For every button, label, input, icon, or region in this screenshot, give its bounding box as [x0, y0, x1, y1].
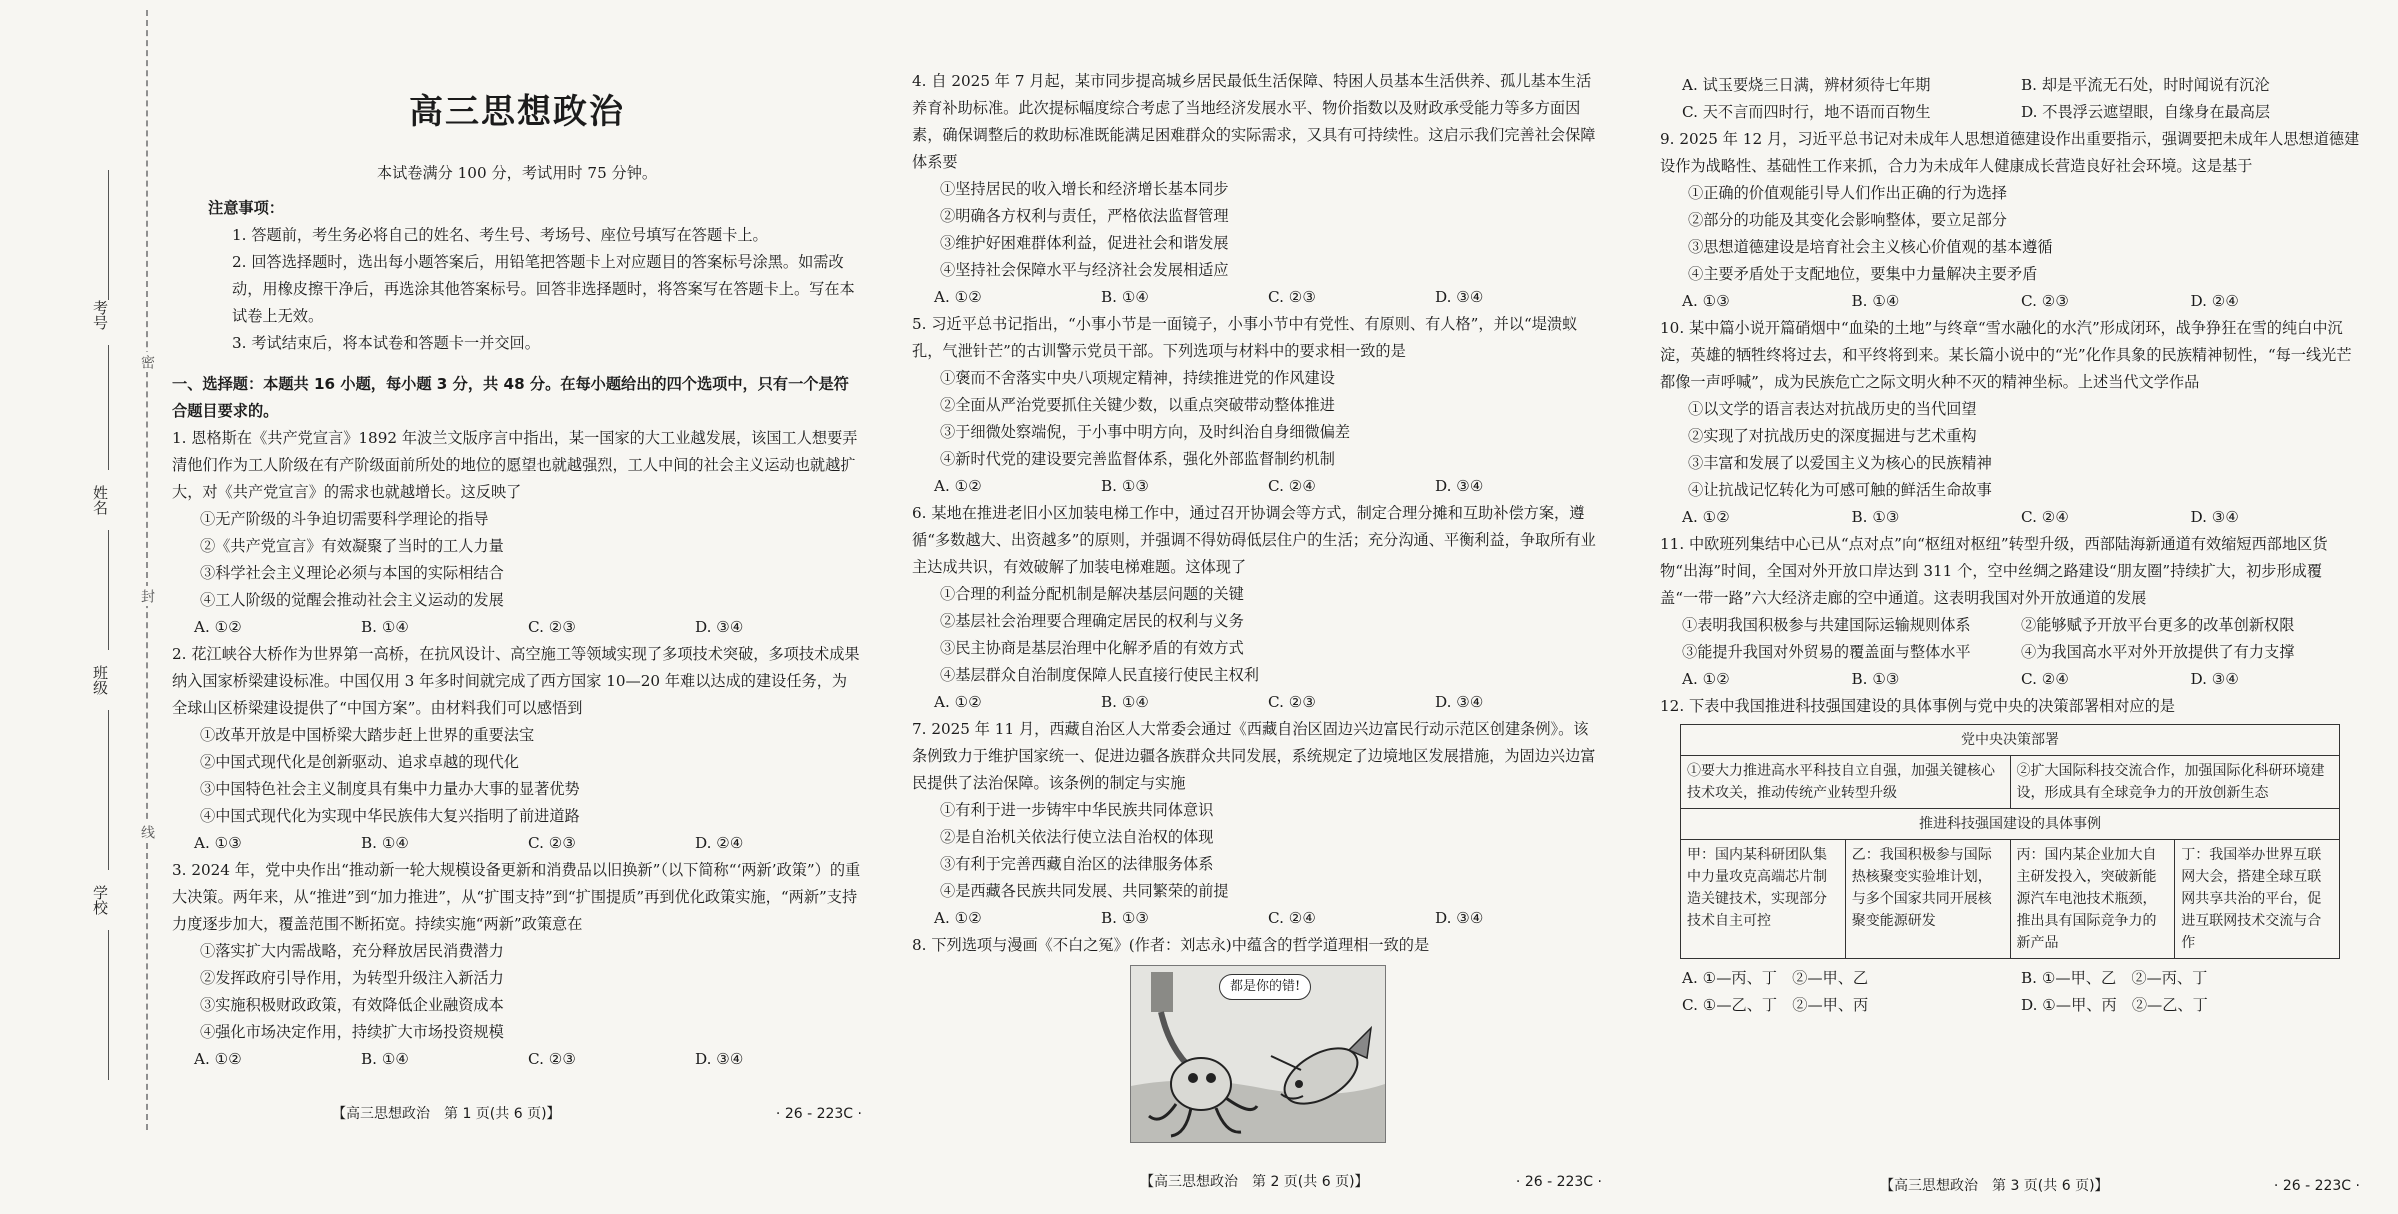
statement-option: ①合理的利益分配机制是解决基层问题的关键 [940, 585, 1244, 603]
choice-b: B. ①③ [1851, 670, 1900, 688]
section-heading: 一、选择题：本题共 16 小题，每小题 3 分，共 48 分。在每小题给出的四个选项中，只有一个是符合题目要求的。 [172, 375, 849, 420]
case-cell: 丙：国内某企业加大自主研发投入，突破新能源汽车电池技术瓶颈，推出具有国际竞争力的新产品 [2010, 840, 2175, 959]
choice-d: D. ③④ [695, 1050, 744, 1068]
answer-choices [912, 473, 1602, 500]
case-cell: 丁：我国举办世界互联网大会，搭建全球互联网共享共治的平台，促进互联网技术交流与合作 [2175, 840, 2340, 959]
choice-d: D. ③④ [1435, 288, 1484, 306]
school-line [108, 930, 109, 1080]
question-stem: 8. 下列选项与漫画《不白之冤》(作者：刘志永)中蕴含的哲学道理相一致的是 [912, 936, 1430, 954]
answer-choices [912, 689, 1602, 716]
question-10 [1660, 315, 2360, 531]
choice-b: B. ①④ [1101, 693, 1150, 711]
statement-option: ③中国特色社会主义制度具有集中力量办大事的显著优势 [200, 780, 580, 798]
statement-option: ③丰富和发展了以爱国主义为核心的民族精神 [1688, 454, 1992, 472]
statement-option: ①正确的价值观能引导人们作出正确的行为选择 [1688, 184, 2007, 202]
question-3 [172, 857, 862, 1073]
deployment-table [1680, 724, 2340, 959]
choice-c: C. ②③ [1268, 693, 1316, 711]
question-8 [912, 932, 1602, 1143]
q8-answer-choices [1660, 72, 2360, 126]
statement-option: ④坚持社会保障水平与经济社会发展相适应 [940, 261, 1229, 279]
choice-a: A. ①② [194, 618, 242, 636]
statement-option: ③能提升我国对外贸易的覆盖面与整体水平 [1682, 643, 1971, 661]
choice-b: B. ①④ [361, 618, 410, 636]
answer-choices [1660, 288, 2360, 315]
choice-b: B. ①③ [1851, 508, 1900, 526]
statement-option: ④工人阶级的觉醒会推动社会主义运动的发展 [200, 591, 504, 609]
choice-a: A. ①② [934, 693, 982, 711]
exam-title: 高三思想政治 [409, 92, 625, 132]
choice-d: D. ②④ [2190, 292, 2240, 310]
choice-c: C. ②③ [528, 1050, 576, 1068]
statement-option: ③民主协商是基层治理中化解矛盾的有效方式 [940, 639, 1244, 657]
answer-choices [1660, 504, 2360, 531]
case-cell: 甲：国内某科研团队集中力量攻克高端芯片制造关键技术，实现部分技术自主可控 [1681, 840, 1846, 959]
statement-option: ④基层群众自治制度保障人民直接行使民主权利 [940, 666, 1259, 684]
choice-a: A. ①③ [194, 834, 242, 852]
statement-option: ④让抗战记忆转化为可感可触的鲜活生命故事 [1688, 481, 1992, 499]
choice-b: B. ①—甲、乙 ②—丙、丁 [2021, 969, 2208, 987]
statement-option: ④主要矛盾处于支配地位，要集中力量解决主要矛盾 [1688, 265, 2038, 283]
answer-choices [912, 905, 1602, 932]
question-11 [1660, 531, 2360, 693]
answer-choices [912, 284, 1602, 311]
binding-char-seal: 密 [137, 352, 157, 372]
statement-options [1660, 612, 2360, 666]
question-stem: 6. 某地在推进老旧小区加装电梯工作中，通过召开协调会等方式，制定合理分摊和互助补偿方案，遵循“多数越大、出资越多”的原则，并强调不得妨碍低层住户的生活；充分沟通、平衡利益，争取所有业主达成共识，有效破解了加装电梯难题。这体现了 [912, 504, 1596, 576]
choice-c: C. ②③ [528, 834, 576, 852]
name-line [108, 530, 109, 650]
class-label: 班级 [91, 665, 109, 695]
speech-bubble: 都是你的错! [1219, 974, 1311, 1000]
statement-option: ④新时代党的建设要完善监督体系，强化外部监督制约机制 [940, 450, 1335, 468]
choice-a: A. ①② [934, 909, 982, 927]
notice-heading: 注意事项： [208, 199, 284, 217]
choice-c: C. ②③ [2021, 292, 2069, 310]
question-stem: 7. 2025 年 11 月，西藏自治区人大常委会通过《西藏自治区固边兴边富民行动示范区创建条例》。该条例致力于维护国家统一、促进边疆各族群众共同发展，系统规定了边境地区发展措施，为固边兴边富民提供了法治保障。该条例的制定与实施 [912, 720, 1596, 792]
answer-choices [172, 1046, 862, 1073]
choice-c: C. ②④ [2021, 508, 2069, 526]
school-label: 学校 [91, 885, 109, 915]
choice-b: B. ①④ [361, 834, 410, 852]
notice-item: 2. 回答选择题时，选出每小题答案后，用铅笔把答题卡上对应题目的答案标号涂黑。如需改动，用橡皮擦干净后，再选涂其他答案标号。回答非选择题时，将答案写在答题卡上。写在本试卷上无效。 [232, 253, 855, 325]
question-stem: 12. 下表中我国推进科技强国建设的具体事例与党中央的决策部署相对应的是 [1660, 697, 2175, 715]
statement-option: ①有利于进一步铸牢中华民族共同体意识 [940, 801, 1214, 819]
choice-d: D. ③④ [2190, 670, 2240, 688]
statement-option: ①以文学的语言表达对抗战历史的当代回望 [1688, 400, 1977, 418]
choice-b: B. ①④ [361, 1050, 410, 1068]
choice-a: A. ①② [194, 1050, 242, 1068]
binding-dashed-line [146, 10, 148, 1130]
choice-a: A. ①② [1682, 670, 1730, 688]
statement-option: ①坚持居民的收入增长和经济增长基本同步 [940, 180, 1229, 198]
question-1 [172, 425, 862, 641]
exam-info: 本试卷满分 100 分，考试用时 75 分钟。 [376, 164, 658, 182]
answer-choices [172, 614, 862, 641]
choice-a: A. ①② [1682, 508, 1730, 526]
exam-number-label: 考号 [91, 300, 109, 330]
question-stem: 4. 自 2025 年 7 月起，某市同步提高城乡居民最低生活保障、特困人员基本生活供养、孤儿基本生活养育补助标准。此次提标幅度综合考虑了当地经济发展水平、物价指数以及财政承受能力等多方面因素，确保调整后的救助标准既能满足困难群众的实际需求，又具有可持续性。这启示我们完善社会保障体系要 [912, 72, 1596, 171]
choice-d: D. ③④ [1435, 909, 1484, 927]
choice-c: C. ①—乙、丁 ②—甲、丙 [1682, 996, 1869, 1014]
choice-d: D. ③④ [1435, 477, 1484, 495]
statement-option: ②明确各方权利与责任，严格依法监督管理 [940, 207, 1229, 225]
choice-d: D. ③④ [695, 618, 744, 636]
question-7 [912, 716, 1602, 932]
statement-option: ③科学社会主义理论必须与本国的实际相结合 [200, 564, 504, 582]
statement-option: ①无产阶级的斗争迫切需要科学理论的指导 [200, 510, 489, 528]
statement-option: ②发挥政府引导作用，为转型升级注入新活力 [200, 969, 504, 987]
class-line [108, 710, 109, 870]
statement-option: ①改革开放是中国桥梁大踏步赶上世界的重要法宝 [200, 726, 535, 744]
decision-cell: ①要大力推进高水平科技自立自强，加强关键核心技术攻关，推动传统产业转型升级 [1681, 756, 2011, 809]
question-stem: 1. 恩格斯在《共产党宣言》1892 年波兰文版序言中指出，某一国家的大工业越发展，该国工人想要弄清他们作为工人阶级在有产阶级面前所处的地位的愿望也就越强烈，工人中间的社会主义运动也就越扩大，对《共产党宣言》的需求也就越增长。这反映了 [172, 429, 858, 501]
question-stem: 3. 2024 年，党中央作出“推动新一轮大规模设备更新和消费品以旧换新”（以下简称“‘两新’政策”）的重大决策。两年来，从“推进”到“加力推进”，从“扩围支持”到“扩围提质”再到优化政策实施，“两新”支持力度逐步加大，覆盖范围不断拓宽。持续实施“两新”政策意在 [172, 861, 861, 933]
question-4 [912, 68, 1602, 311]
statement-option: ②中国式现代化是创新驱动、追求卓越的现代化 [200, 753, 519, 771]
question-stem: 9. 2025 年 12 月，习近平总书记对未成年人思想道德建设作出重要指示，强调要把未成年人思想道德建设作为战略性、基础性工作来抓，合力为未成年人健康成长营造良好社会环境。这是基于 [1660, 130, 2360, 175]
question-5 [912, 311, 1602, 500]
choice-a: A. ①② [934, 288, 982, 306]
choice-d: D. ①—甲、丙 ②—乙、丁 [2021, 996, 2208, 1014]
page-2 [912, 0, 1602, 1210]
exam-number-line [108, 170, 109, 300]
statement-option: ②实现了对抗战历史的深度掘进与艺术重构 [1688, 427, 1977, 445]
statement-option: ②全面从严治党要抓住关键少数，以重点突破带动整体推进 [940, 396, 1335, 414]
question-12 [1660, 693, 2360, 1019]
page-footer-label: 【高三思想政治 第 2 页(共 6 页)】 [1140, 1174, 1369, 1190]
choice-d: D. ③④ [2190, 508, 2240, 526]
choice-b: B. ①④ [1851, 292, 1900, 310]
statement-option: ④中国式现代化为实现中华民族伟大复兴指明了前进道路 [200, 807, 580, 825]
statement-option: ③维护好困难群体利益，促进社会和谐发展 [940, 234, 1229, 252]
choice-d: D. ③④ [1435, 693, 1484, 711]
question-stem: 11. 中欧班列集结中心已从“点对点”向“枢纽对枢纽”转型升级，西部陆海新通道有效缩短西部地区货物“出海”时间，全国对外开放口岸达到 311 个，空中丝绸之路建设“朋友圈”持续扩大，初步形成覆盖“一带一路”六大经济走廊的空中通道。这表明我国对外开放通道的发展 [1660, 535, 2328, 607]
choice-b: B. 却是平流无石处，时时闻说有沉沦 [2021, 76, 2270, 94]
binding-char-line: 线 [137, 822, 157, 842]
page-footer-code: · 26 - 223C · [1515, 1174, 1602, 1190]
answer-choices [1660, 666, 2360, 693]
choice-b: B. ①③ [1101, 909, 1150, 927]
page-footer-code: · 26 - 223C · [2273, 1178, 2360, 1194]
notice-item: 3. 考试结束后，将本试卷和答题卡一并交回。 [232, 334, 540, 352]
table-header-cases: 推进科技强国建设的具体事例 [1681, 809, 2340, 840]
statement-option: ④是西藏各民族共同发展、共同繁荣的前提 [940, 882, 1229, 900]
binding-char-close: 封 [137, 586, 157, 606]
statement-option: ①褒而不舍落实中央八项规定精神，持续推进党的作风建设 [940, 369, 1335, 387]
exam-number-line-2 [108, 345, 109, 470]
case-cell: 乙：我国积极参与国际热核聚变实验堆计划，与多个国家共同开展核聚变能源研发 [1845, 840, 2010, 959]
choice-b: B. ①④ [1101, 288, 1150, 306]
name-label: 姓名 [91, 485, 109, 515]
statement-option: ③思想道德建设是培育社会主义核心价值观的基本遵循 [1688, 238, 2053, 256]
choice-c: C. ②③ [1268, 288, 1316, 306]
answer-choices [1660, 965, 2360, 1019]
answer-choices [172, 830, 862, 857]
statement-option: ③有利于完善西藏自治区的法律服务体系 [940, 855, 1214, 873]
question-stem: 2. 花江峡谷大桥作为世界第一高桥，在抗风设计、高空施工等领域实现了多项技术突破，多项技术成果纳入国家桥梁建设标准。中国仅用 3 年多时间就完成了西方国家 10—20 年难以达成的建设任务，为全球山区桥梁建设提供了“中国方案”。由材料我们可以感悟到 [172, 645, 860, 717]
statement-option: ②基层社会治理要合理确定居民的权利与义务 [940, 612, 1244, 630]
decision-cell: ②扩大国际科技交流合作，加强国际化科研环境建设，形成具有全球竞争力的开放创新生态 [2010, 756, 2340, 809]
choice-c: C. 天不言而四时行，地不语而百物生 [1682, 103, 1931, 121]
choice-a: A. ①② [934, 477, 982, 495]
choice-a: A. 试玉要烧三日满，辨材须待七年期 [1682, 76, 1931, 94]
choice-d: D. 不畏浮云遮望眼，自缘身在最高层 [2021, 103, 2271, 121]
question-2 [172, 641, 862, 857]
question-6 [912, 500, 1602, 716]
choice-c: C. ②④ [1268, 477, 1316, 495]
statement-option: ③于细微处察端倪，于小事中明方向，及时纠治自身细微偏差 [940, 423, 1351, 441]
table-header-decisions: 党中央决策部署 [1681, 725, 2340, 756]
statement-option: ③实施积极财政政策，有效降低企业融资成本 [200, 996, 504, 1014]
statement-option: ②部分的功能及其变化会影响整体，要立足部分 [1688, 211, 2007, 229]
page-1 [172, 0, 862, 1142]
statement-option: ①落实扩大内需战略，充分释放居民消费潜力 [200, 942, 504, 960]
cartoon-image [1130, 965, 1386, 1143]
choice-a: A. ①③ [1682, 292, 1730, 310]
statement-option: ④为我国高水平对外开放提供了有力支撑 [2021, 643, 2295, 661]
choice-d: D. ②④ [695, 834, 744, 852]
page-footer-label: 【高三思想政治 第 1 页(共 6 页)】 [332, 1106, 561, 1122]
question-stem: 5. 习近平总书记指出，“小事小节是一面镜子，小事小节中有党性、有原则、有人格”，并以“堤溃蚁孔，气泄针芒”的古训警示党员干部。下列选项与材料中的要求相一致的是 [912, 315, 1578, 360]
choice-c: C. ②④ [1268, 909, 1316, 927]
choice-c: C. ②④ [2021, 670, 2069, 688]
notice-item: 1. 答题前，考生务必将自己的姓名、考生号、考场号、座位号填写在答题卡上。 [232, 226, 768, 244]
choice-a: A. ①—丙、丁 ②—甲、乙 [1682, 969, 1869, 987]
choice-c: C. ②③ [528, 618, 576, 636]
statement-option: ①表明我国积极参与共建国际运输规则体系 [1682, 616, 1971, 634]
statement-option: ②是自治机关依法行使立法自治权的体现 [940, 828, 1214, 846]
page-3 [1660, 0, 2360, 1214]
statement-option: ④强化市场决定作用，持续扩大市场投资规模 [200, 1023, 504, 1041]
page-footer-code: · 26 - 223C · [775, 1106, 862, 1122]
page-footer-label: 【高三思想政治 第 3 页(共 6 页)】 [1880, 1178, 2109, 1194]
statement-option: ②能够赋予开放平台更多的改革创新权限 [2021, 616, 2295, 634]
choice-b: B. ①③ [1101, 477, 1150, 495]
statement-option: ②《共产党宣言》有效凝聚了当时的工人力量 [200, 537, 504, 555]
binding-margin [0, 0, 160, 1142]
question-stem: 10. 某中篇小说开篇硝烟中“血染的土地”与终章“雪水融化的水汽”形成闭环，战争狰狂在雪的纯白中沉淀，英雄的牺牲终将过去，和平终将到来。某长篇小说中的“光”化作具象的民族精神韧性，“每一线光芒都像一声呼喊”，成为民族危亡之际文明火种不灭的精神坐标。上述当代文学作品 [1660, 319, 2352, 391]
question-9 [1660, 126, 2360, 315]
